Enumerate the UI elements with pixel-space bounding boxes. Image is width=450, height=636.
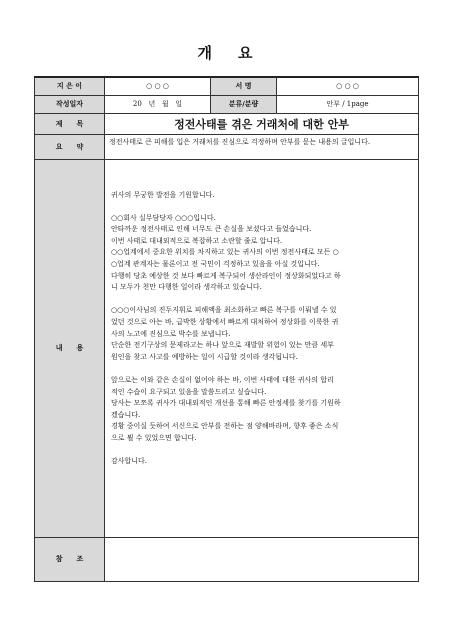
reference-row (35, 537, 419, 581)
summary-label-part-1: 요 (55, 142, 63, 151)
reference-label (35, 537, 105, 581)
letter-line: ○○회사 실무담당자 ○○○입니다. (111, 213, 216, 222)
title-part-1: 개 (197, 44, 212, 62)
paragraph-spacer (111, 294, 412, 306)
date-value[interactable]: 20 년 월 일 (105, 95, 211, 113)
author-value[interactable]: ○ ○ ○ (105, 77, 211, 95)
paragraph-spacer (111, 363, 412, 375)
content-label (35, 159, 105, 537)
subject-value[interactable]: 정전사태를 겪은 거래처에 대한 안부 (105, 113, 419, 134)
subject-row (35, 113, 419, 134)
letter-line: 사의 노고에 진심으로 박수를 보냅니다. (111, 329, 231, 338)
reference-label-part-1: 참 (55, 555, 63, 563)
signature-label: 서 명 (211, 77, 277, 95)
summary-value[interactable]: 정전사태로 큰 피해를 입은 거래처를 진심으로 걱정하며 안부를 묻는 내용의 글입니다. (105, 134, 419, 159)
content-label-part-1: 내 (55, 344, 63, 352)
content-label-part-2: 용 (76, 344, 84, 352)
signature-value[interactable]: ○ ○ ○ (277, 77, 419, 95)
letter-line: 단순한 전기구상의 문제라고는 하나 앞으로 재발할 위험이 있는 만큼 세부 (111, 341, 334, 350)
letter-line: 감사합니다. (111, 457, 148, 466)
subject-label-part-1: 제 (55, 119, 63, 128)
subject-label-part-2: 목 (76, 119, 84, 128)
letter-line: ○○○이사님의 진두지휘로 피해액을 최소화하고 빠른 복구를 이뤄낼 수 있 (111, 306, 337, 315)
letter-line: 원인을 찾고 사고를 예방하는 일이 시급할 것이라 생각됩니다. (111, 352, 298, 361)
summary-label-part-2: 약 (76, 142, 84, 151)
category-value[interactable]: 안부 / 1page (277, 95, 419, 113)
document-title (0, 42, 450, 63)
summary-row (35, 134, 419, 159)
letter-line: 이번 사태로 대내외적으로 복잡하고 소란할 줄로 압니다. (111, 236, 283, 245)
paragraph-spacer (111, 201, 412, 213)
author-row (35, 77, 419, 95)
letter-line: 다행히 당초 예상한 것 보다 빠르게 복구되어 생산라인이 정상화되었다고 하 (111, 271, 341, 280)
letter-line: 겠습니다. (111, 410, 141, 419)
paragraph-spacer (111, 445, 412, 457)
title-part-2: 요 (238, 44, 253, 62)
letter-line: 었던 것으로 아는 바, 급박한 상황에서 빠르게 대처하여 정상화를 이룩한 귀 (111, 318, 339, 327)
letter-line: 안타까운 정전사태로 인해 너무도 큰 손실을 보셨다고 들었습니다. (111, 225, 312, 234)
category-label: 분류/분량 (211, 95, 277, 113)
reference-value[interactable] (105, 537, 419, 581)
letter-line: 으로 뵐 수 있었으면 합니다. (111, 433, 197, 442)
letter-line: 경황 중이실 듯하여 서신으로 안부를 전하는 점 양해바라며, 향후 좋은 소식 (111, 422, 339, 431)
subject-label (35, 113, 105, 134)
letter-text (111, 160, 412, 468)
letter-line: 당사는 모쪼록 귀사가 대내외적인 개선을 통해 빠른 안정세를 찾기를 기원하 (111, 399, 341, 408)
date-label: 작성일자 (35, 95, 105, 113)
letter-line: ○업계 관계자는 물론이고 전 국민이 걱정하고 있음을 아실 것입니다. (111, 260, 320, 269)
letter-line: ○○업계에서 중요한 위치를 차지하고 있는 귀사의 이번 정전사태로 모든 ○ (111, 248, 339, 257)
letter-line: 적인 수습이 요구되고 있음을 말씀드리고 싶습니다. (111, 387, 267, 396)
letter-line: 니 모두가 천만 다행한 일이라 생각하고 있습니다. (111, 283, 262, 292)
content-row (35, 159, 419, 537)
letter-line: 앞으로는 이와 같은 손실이 없어야 하는 바, 이번 사태에 대한 귀사의 합리 (111, 376, 334, 384)
date-row (35, 95, 419, 113)
reference-label-part-2: 조 (76, 555, 84, 563)
letter-line: 귀사의 무궁한 발전을 기원합니다. (111, 190, 215, 199)
author-label: 지 은 이 (35, 77, 105, 95)
summary-label (35, 134, 105, 159)
summary-form-table (34, 76, 419, 582)
content-body[interactable] (105, 159, 419, 537)
